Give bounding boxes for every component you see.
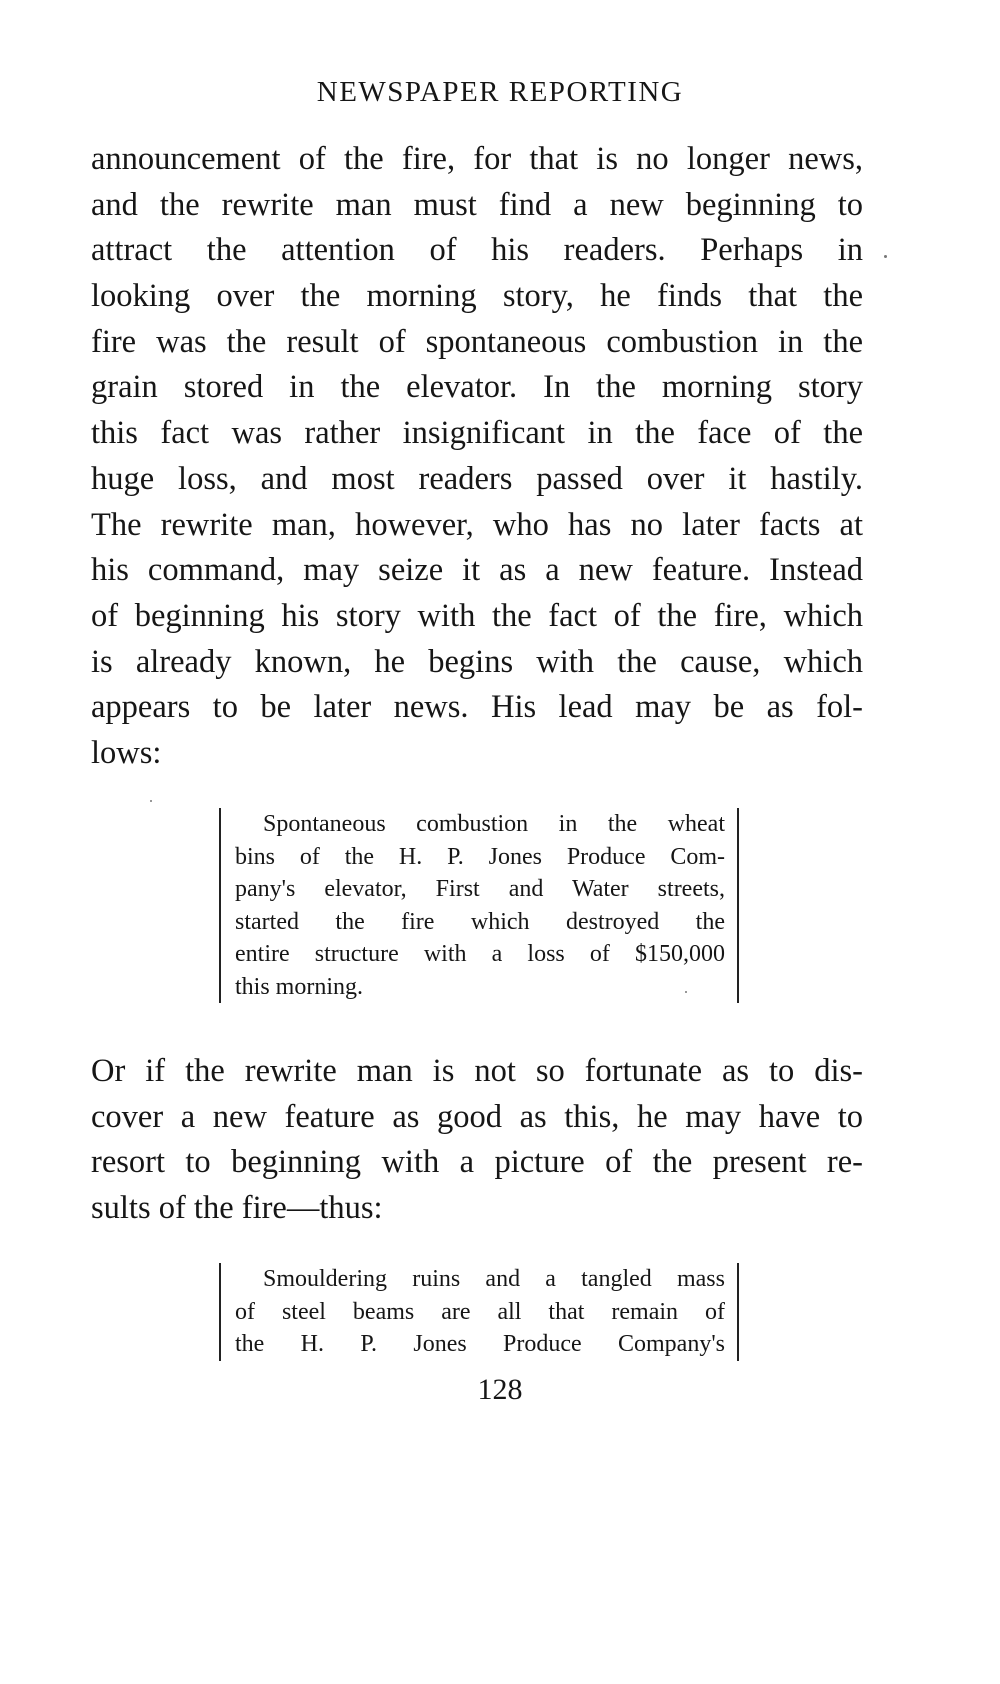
text-line: of beginning his story with the fact of the fire, which xyxy=(91,597,863,634)
text-line: his command, may seize it as a new feature. Instead xyxy=(91,552,863,589)
text-line: huge loss, and most readers passed over it hastily. xyxy=(91,460,863,497)
text-line: this fact was rather insignificant in the face of the xyxy=(91,415,863,452)
print-speck xyxy=(685,991,687,993)
text-line: cover a new feature as good as this, he may have to xyxy=(91,1098,863,1135)
text-line: announcement of the fire, for that is no longer news, xyxy=(91,141,863,177)
quote-line: started the fire which destroyed the xyxy=(235,908,725,935)
text-line: The rewrite man, however, who has no later facts at xyxy=(91,506,863,543)
quote-line: the H. P. Jones Produce Company's xyxy=(235,1331,725,1357)
quote-line: bins of the H. P. Jones Produce Com- xyxy=(235,843,725,870)
print-speck xyxy=(884,255,887,258)
quote-line: Smouldering ruins and a tangled mass xyxy=(263,1266,725,1292)
quote-line: of steel beams are all that remain of xyxy=(235,1298,725,1325)
example-lead-box-2 xyxy=(219,1263,739,1361)
text-line: Or if the rewrite man is not so fortunate as to dis- xyxy=(91,1053,863,1089)
text-line: fire was the result of spontaneous combustion in the xyxy=(91,323,863,360)
body-paragraph-1 xyxy=(91,137,863,777)
text-line: and the rewrite man must find a new beginning to xyxy=(91,186,863,223)
quote-line: entire structure with a loss of $150,000 xyxy=(235,941,725,967)
quote-line: pany's elevator, First and Water streets, xyxy=(235,876,725,902)
text-line: sults of the fire—thus: xyxy=(91,1190,383,1227)
page-number: 128 xyxy=(477,1373,523,1406)
text-line: lows: xyxy=(91,734,162,771)
text-line: attract the attention of his readers. Perhaps in xyxy=(91,232,863,269)
example-lead-box-1 xyxy=(219,808,739,1003)
text-line: resort to beginning with a picture of the present re- xyxy=(91,1144,863,1181)
print-speck xyxy=(150,800,152,802)
running-head: NEWSPAPER REPORTING xyxy=(316,76,684,108)
text-line: is already known, he begins with the cause, which xyxy=(91,643,863,680)
text-line: appears to be later news. His lead may be as fol- xyxy=(91,689,863,726)
text-line: grain stored in the elevator. In the morning story xyxy=(91,369,863,406)
body-paragraph-2 xyxy=(91,1049,863,1232)
quote-line: Spontaneous combustion in the wheat xyxy=(263,811,725,837)
text-line: looking over the morning story, he finds that the xyxy=(91,278,863,315)
quote-line: this morning. xyxy=(235,973,364,1000)
